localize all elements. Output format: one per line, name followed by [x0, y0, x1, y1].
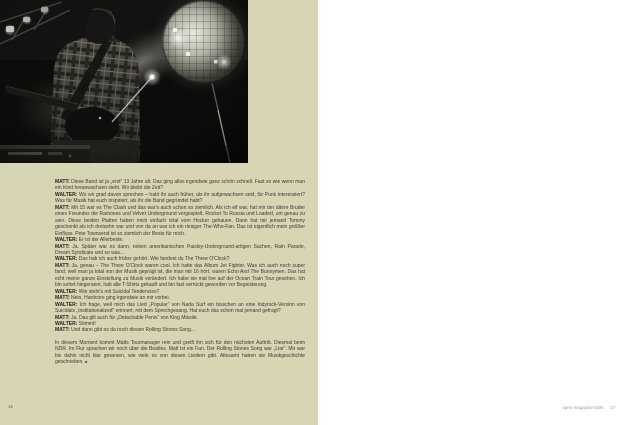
magazine-issue-label: open magazine 5/06: [562, 405, 603, 410]
closing-paragraph: [55, 340, 305, 366]
dialogue-text: Stimmt!: [78, 320, 96, 327]
dialogue-line: [55, 179, 305, 192]
dialogue-text: Das hab ich auch früher gehört. Wie fandest du The Three O'Clock?: [78, 256, 230, 263]
dialogue-text: Diese Band ist ja „erst“ 13 Jahre alt. Das ging alles irgendwie ganz schön schnell. Fast so wie wenn man ein Kind heranwachsen sieht. Wo bleibt die Zeit?: [55, 179, 305, 192]
left-page-number: 16: [8, 404, 14, 409]
speaker-name: MATT:: [55, 327, 70, 334]
right-page: [318, 0, 631, 425]
dialogue-text: Ja, genau – The Three O'Clock waren cool. Ich hatte das Album Jet Fighter. Was ich auch noch super fand, weil man ja total von der Musik geprägt ist, die man mit 16 hört, waren Echo And The Bunnymen. Das hat echt meine ganze Einstellung zu Musik verändert. Ich habe sie mal live auf der Ocean Train Tour gesehen. Ich bin sofort hingerannt, hab alle T-Shirts gekauft und bin fast verrückt geworden vor Begeisterung.: [55, 262, 306, 289]
speaker-name: WALTER:: [55, 301, 78, 308]
dialogue-text: Mit 15 war es The Clash und das war's auch schon so ziemlich. Als ich elf war, hat mir der ältere Bruder eines Freundes die Ramones und Velvet Underground vorgespielt, Rocket To Russia und Loaded, um genau zu sein. Diese beiden Platten haben mich einfach total vom Hocker gehauen. Dann hat mir jemand Tommy geschenkt als ich dreizehn war und von da an war ich ein riesiger The-Who-Fan. Das ist eigentlich mein größter Einfluss. Pete Townsend ist so ziemlich der Beste für mich.: [55, 204, 305, 237]
dialogue-text: Er ist der Allerbeste.: [78, 237, 124, 244]
speaker-name: MATT:: [55, 314, 70, 321]
interview-text: [55, 179, 305, 366]
dialogue-text: Wie steht's mit Suicidal Tendencies?: [78, 288, 160, 295]
dialogue-line: [55, 244, 305, 257]
closing-text: In diesem Moment kommt Matts Tourmanager rein und greift ihn sich für den nächsten Auftritt. Diesmal beim NDR. Im Flur sprachen wir noch über die Beatles. Matt ist ein Fan. Der Rolling Stones Song war „Liar“. Mir war bis dahin nicht klar gewesen, wie viele es von diesen Liedern gibt. Allesamt haben sie Musikgeschichte geschrieben.: [55, 339, 305, 366]
speaker-name: WALTER:: [55, 191, 78, 198]
speaker-name: MATT:: [55, 295, 70, 302]
speaker-name: MATT:: [55, 179, 70, 185]
dialogue-line: [55, 327, 305, 333]
dialogue-text: Ich frage, weil mich das Lied „Popular“ von Nada Surf ein bisschen an eine Indyrock-Version von Suicidals „Institutionalized“ erinnert, mit dem Sprechgesang. Hat euch das schon mal jemand gefragt?: [55, 301, 305, 315]
dialogue-text: Und dann gibt es da noch diesen Rolling Stones Song...: [71, 327, 195, 334]
dialogue-text: Ja. Das gilt auch für „Detachable Penis“ von King Missile.: [71, 314, 199, 321]
speaker-name: MATT:: [55, 204, 70, 211]
speaker-name: WALTER:: [55, 320, 78, 327]
concert-photo: [0, 0, 248, 163]
speaker-name: MATT:: [55, 243, 70, 250]
right-page-footer: [562, 405, 615, 410]
right-page-number: 17: [609, 405, 615, 410]
speaker-name: WALTER:: [55, 288, 78, 295]
dialogue-text: Ja. Später war es dann, neben amerikanischen Paisley-Underground-artigen Sachen, Rain Parade, Dream Syndicate und so was...: [55, 243, 305, 256]
dialogue-text: Wo wir grad davon sprechen – habt ihr auch früher, als ihr aufgewachsen seid, für Punk interessiert? Was für Musik hat euch inspiriert, als ihr die Band gegründet habt?: [55, 191, 306, 205]
speaker-name: MATT:: [55, 262, 70, 269]
speaker-name: WALTER:: [55, 237, 78, 244]
end-mark: ■: [85, 359, 88, 365]
dialogue-line: [55, 192, 305, 205]
dialogue-line: [55, 263, 305, 289]
dialogue-text: Nein. Hardcore ging irgendwie an mir vorbei.: [71, 295, 170, 302]
concert-photo-illustration: [0, 0, 248, 163]
speaker-name: WALTER:: [55, 256, 78, 263]
dialogue-line: [55, 205, 305, 237]
dialogue-line: [55, 302, 305, 315]
